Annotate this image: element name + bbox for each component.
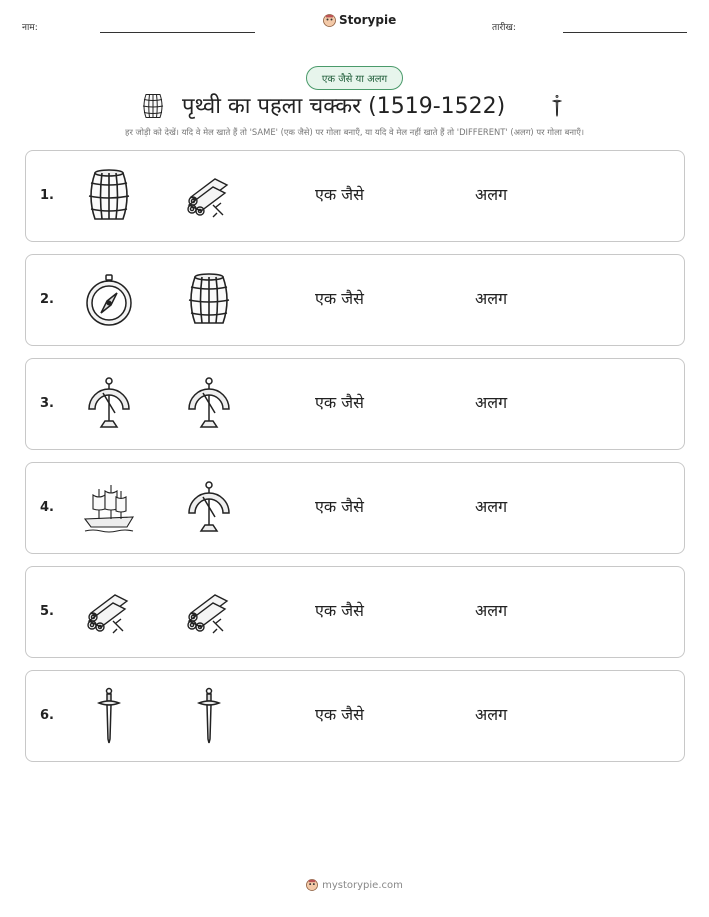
question-row: [25, 150, 685, 242]
left-picture: [83, 375, 135, 433]
compass-icon: [83, 271, 135, 329]
different-option[interactable]: अलग: [475, 289, 508, 308]
storypie-mascot-icon: [306, 879, 318, 891]
astrolabe-icon: [183, 375, 235, 433]
storypie-mascot-icon: [323, 14, 336, 27]
question-number: 6.: [40, 708, 54, 723]
same-option[interactable]: एक जैसे: [315, 289, 364, 308]
question-row: [25, 566, 685, 658]
astrolabe-icon: [83, 375, 135, 433]
left-picture: [83, 479, 135, 537]
question-row: [25, 254, 685, 346]
name-label: नाम:: [22, 23, 38, 33]
different-option[interactable]: अलग: [475, 393, 508, 412]
left-picture: [83, 687, 135, 745]
title-row: [0, 90, 709, 122]
barrel-icon: [140, 91, 166, 125]
question-number: 5.: [40, 604, 54, 619]
page-title: पृथ्वी का पहला चक्कर (1519-1522): [182, 94, 506, 119]
sword-icon: [547, 90, 567, 126]
right-picture: [183, 167, 235, 225]
same-option[interactable]: एक जैसे: [315, 497, 364, 516]
right-picture: [183, 583, 235, 641]
same-option[interactable]: एक जैसे: [315, 601, 364, 620]
instructions: हर जोड़ी को देखें। यदि वे मेल खाते हैं तो 'SAME' (एक जैसे) पर गोला बनाएँ, या यदि वे मेल नहीं खाते हैं तो 'DIFFERENT' (अलग) पर गोला बनाएँ।: [125, 127, 584, 137]
right-picture: [183, 375, 235, 433]
astrolabe-icon: [183, 479, 235, 537]
question-number: 3.: [40, 396, 54, 411]
barrel-icon: [183, 271, 235, 329]
brand-logo: [323, 13, 396, 27]
name-blank-line[interactable]: [100, 32, 255, 33]
sword-icon: [183, 687, 235, 745]
question-row: [25, 358, 685, 450]
right-picture: [183, 479, 235, 537]
date-blank-line[interactable]: [563, 32, 687, 33]
footer: [0, 879, 709, 891]
footer-url: mystorypie.com: [322, 879, 403, 891]
sword-icon: [83, 687, 135, 745]
question-number: 2.: [40, 292, 54, 307]
brand-name: Storypie: [339, 13, 397, 27]
question-row: [25, 462, 685, 554]
logs-icon: [183, 583, 235, 641]
ship-icon: [83, 479, 135, 537]
question-number: 1.: [40, 188, 54, 203]
different-option[interactable]: अलग: [475, 497, 508, 516]
question-row: [25, 670, 685, 762]
left-picture: [83, 167, 135, 225]
logs-icon: [83, 583, 135, 641]
left-picture: [83, 583, 135, 641]
same-option[interactable]: एक जैसे: [315, 705, 364, 724]
different-option[interactable]: अलग: [475, 705, 508, 724]
same-option[interactable]: एक जैसे: [315, 185, 364, 204]
different-option[interactable]: अलग: [475, 601, 508, 620]
worksheet-type-badge: एक जैसे या अलग: [306, 66, 403, 90]
worksheet-header: [0, 0, 709, 40]
logs-icon: [183, 167, 235, 225]
same-option[interactable]: एक जैसे: [315, 393, 364, 412]
different-option[interactable]: अलग: [475, 185, 508, 204]
left-picture: [83, 271, 135, 329]
right-picture: [183, 687, 235, 745]
date-label: तारीख:: [492, 23, 516, 33]
barrel-icon: [83, 167, 135, 225]
question-number: 4.: [40, 500, 54, 515]
right-picture: [183, 271, 235, 329]
